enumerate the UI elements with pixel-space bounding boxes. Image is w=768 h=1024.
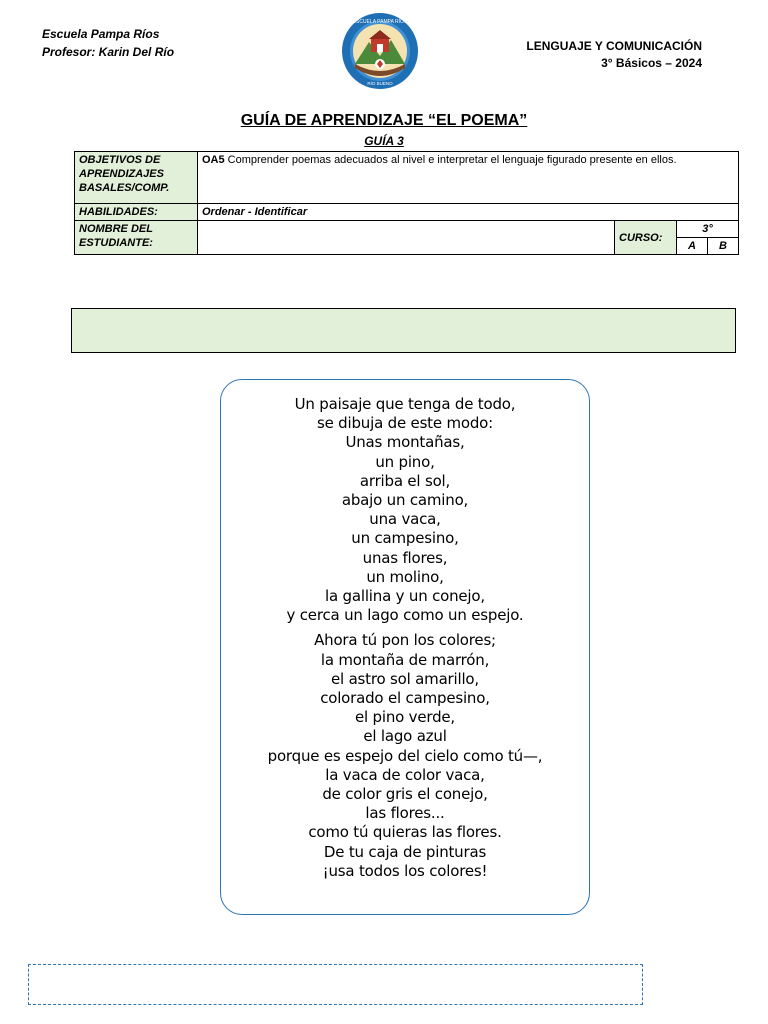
poem-line: el pino verde, xyxy=(354,708,456,727)
poem-line: como tú quieras las flores. xyxy=(308,823,502,842)
poem-box xyxy=(220,379,590,915)
poem-line: abajo un camino, xyxy=(341,491,469,510)
student-row-top xyxy=(75,221,739,238)
teacher-name: Profesor: Karin Del Río xyxy=(42,45,175,59)
course-label: CURSO: xyxy=(615,221,677,255)
subject-name: LENGUAJE Y COMUNICACIÓN xyxy=(526,39,702,53)
poem-line: la montaña de marrón, xyxy=(320,650,490,669)
page-subtitle: GUÍA 3 xyxy=(364,134,404,148)
answer-box[interactable] xyxy=(28,964,643,1005)
subject-info xyxy=(526,38,702,72)
poem-stanza-1 xyxy=(221,395,589,625)
poem-line: Ahora tú pon los colores; xyxy=(314,631,496,650)
poem-line: la gallina y un conejo, xyxy=(325,587,485,606)
poem-line: el lago azul xyxy=(363,727,447,746)
page-title: GUÍA DE APRENDIZAJE “EL POEMA” xyxy=(240,112,528,129)
student-name-field[interactable] xyxy=(198,221,615,255)
school-name: Escuela Pampa Ríos xyxy=(42,27,160,41)
poem-text xyxy=(221,395,589,881)
poem-line: un pino, xyxy=(375,452,435,471)
poem-line: una vaca, xyxy=(369,510,441,529)
poem-line: ¡usa todos los colores! xyxy=(322,861,488,880)
objective-code: OA5 xyxy=(202,154,225,166)
objectives-row xyxy=(75,152,739,204)
poem-line: Un paisaje que tenga de todo, xyxy=(294,395,516,413)
poem-line: unas flores, xyxy=(362,548,448,567)
poem-line: el astro sol amarillo, xyxy=(331,669,479,688)
poem-line: un campesino, xyxy=(351,529,459,548)
skills-value: Ordenar - Identificar xyxy=(198,204,739,221)
section-a[interactable]: A xyxy=(677,238,708,255)
poem-stanza-2 xyxy=(221,631,589,881)
logo-bottom-text: RÍO BUENO xyxy=(367,81,393,86)
poem-line: porque es espejo del cielo como tú—, xyxy=(267,746,543,765)
info-table xyxy=(74,151,739,255)
poem-line: se dibuja de este modo: xyxy=(316,414,494,433)
student-label: NOMBRE DEL ESTUDIANTE: xyxy=(75,221,198,255)
poem-line: un molino, xyxy=(366,567,444,586)
section-b[interactable]: B xyxy=(708,238,739,255)
skills-label: HABILIDADES: xyxy=(75,204,198,221)
school-logo xyxy=(341,12,419,90)
poem-line: colorado el campesino, xyxy=(320,689,490,708)
objectives-label: OBJETIVOS DE APRENDIZAJES BASALES/COMP. xyxy=(75,152,198,204)
poem-line: y cerca un lago como un espejo. xyxy=(286,606,524,625)
skills-row xyxy=(75,204,739,221)
course-value: 3° xyxy=(677,221,739,238)
logo-top-text: ESCUELA PAMPA RÍOS xyxy=(352,19,408,25)
school-info xyxy=(42,25,174,61)
objective-text: Comprender poemas adecuados al nivel e interpretar el lenguaje figurado presente en ellos. xyxy=(224,154,677,166)
poem-line: de color gris el conejo, xyxy=(322,785,488,804)
poem-line: De tu caja de pinturas xyxy=(323,842,487,861)
objectives-value xyxy=(198,152,739,204)
poem-line: las flores... xyxy=(365,804,445,823)
poem-line: la vaca de color vaca, xyxy=(325,765,485,784)
grade-year: 3° Básicos – 2024 xyxy=(601,56,702,70)
poem-line: arriba el sol, xyxy=(359,471,451,490)
poem-line: Unas montañas, xyxy=(345,433,465,452)
instruction-box xyxy=(71,308,736,353)
